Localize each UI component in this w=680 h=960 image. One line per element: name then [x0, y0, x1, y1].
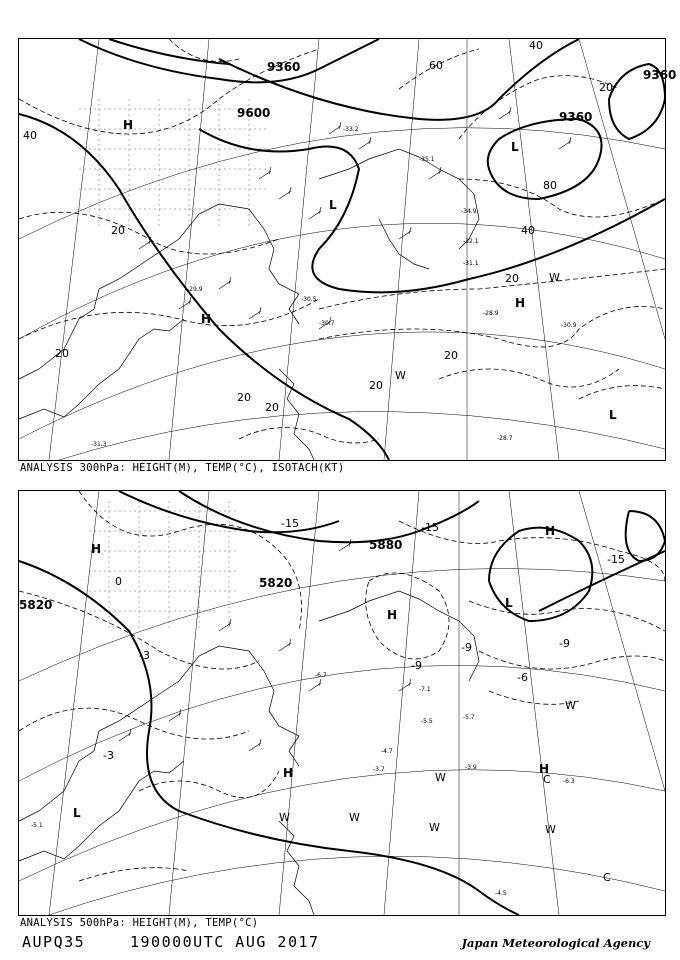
- station-temp: -4.7: [381, 748, 393, 755]
- isotach-label: 20: [599, 81, 613, 94]
- pressure-center: L: [609, 408, 617, 422]
- warm-mark: W: [565, 699, 576, 712]
- temp-contour-label: -15: [607, 553, 625, 566]
- isotach-label: 40: [23, 129, 37, 142]
- station-temp: -6.3: [563, 778, 575, 785]
- pressure-center: C: [543, 773, 551, 786]
- isotach-label: 20: [369, 379, 383, 392]
- station-temp: -29.9: [187, 286, 203, 293]
- station-temp: -5.5: [421, 718, 433, 725]
- station-temp: -3.7: [373, 766, 385, 773]
- isotach-label: 40: [529, 39, 543, 52]
- station-temp: -31.3: [91, 441, 107, 448]
- station-temp: -3.9: [465, 764, 477, 771]
- height-label: 5820: [19, 598, 53, 612]
- station-temp: -28.7: [497, 435, 513, 442]
- isotach-label: 20: [237, 391, 251, 404]
- warm-mark: W: [349, 811, 360, 824]
- isotach-label: 20: [55, 347, 69, 360]
- agency-name: Japan Meteorological Agency: [461, 936, 650, 950]
- pressure-center: H: [91, 542, 102, 556]
- caption-300hpa: ANALYSIS 300hPa: HEIGHT(M), TEMP(°C), ISOTACH(KT): [20, 462, 345, 474]
- temp-contour-label: 0: [115, 575, 122, 588]
- pressure-center: H: [123, 118, 134, 132]
- isotach-label: 20: [444, 349, 458, 362]
- height-label: 9360: [643, 68, 677, 82]
- station-temp: -32.1: [463, 238, 479, 245]
- station-temp: -30.5: [301, 296, 317, 303]
- station-temp: -6.7: [315, 672, 327, 679]
- wind-barbs: [139, 107, 571, 329]
- map-500hpa: [19, 491, 665, 915]
- station-temp: -7.1: [419, 686, 431, 693]
- warm-mark: W: [429, 821, 440, 834]
- station-temp: -5.7: [463, 714, 475, 721]
- valid-time: 190000UTC AUG 2017: [130, 933, 320, 951]
- isotach-lines: [19, 39, 665, 443]
- pressure-center: L: [505, 596, 513, 610]
- grid-hatch: [89, 501, 239, 631]
- temp-contour-label: -3: [103, 749, 114, 762]
- station-temp: -30.9: [561, 322, 577, 329]
- height-label: 5820: [259, 576, 293, 590]
- isotach-label: 60: [429, 59, 443, 72]
- caption-500hpa: ANALYSIS 500hPa: HEIGHT(M), TEMP(°C): [20, 917, 259, 929]
- station-temp: -33.2: [343, 126, 359, 133]
- isotach-label: 20: [265, 401, 279, 414]
- product-code: AUPQ35: [22, 933, 86, 951]
- pressure-center: L: [329, 198, 337, 212]
- isotherm-lines: [19, 491, 665, 881]
- pressure-center: L: [73, 806, 81, 820]
- station-temp: -30.7: [319, 320, 335, 327]
- station-temp: -5.1: [31, 822, 43, 829]
- warm-mark: W: [545, 823, 556, 836]
- wind-barbs: [119, 539, 411, 751]
- height-label: 9600: [237, 106, 271, 120]
- pressure-center: H: [283, 766, 294, 780]
- warm-mark: W: [395, 369, 406, 382]
- temp-contour-label: -9: [559, 637, 570, 650]
- pressure-center: C: [603, 871, 611, 884]
- height-label: 5880: [369, 538, 403, 552]
- station-temp: -34.9: [461, 208, 477, 215]
- pressure-center: H: [545, 524, 556, 538]
- height-label: 9360: [267, 60, 301, 74]
- pressure-center: H: [515, 296, 526, 310]
- temp-contour-label: -3: [139, 649, 150, 662]
- station-temp: -4.5: [495, 890, 507, 897]
- warm-mark: W: [435, 771, 446, 784]
- isotach-label: 40: [521, 224, 535, 237]
- warm-mark: W: [279, 811, 290, 824]
- map-300hpa: [19, 39, 677, 460]
- height-label: 9360: [559, 110, 593, 124]
- latlon-grid: [19, 39, 665, 460]
- temp-contour-label: -6: [517, 671, 528, 684]
- temp-contour-label: -15: [421, 521, 439, 534]
- station-temp: -31.1: [463, 260, 479, 267]
- pressure-center: H: [201, 312, 212, 326]
- pressure-center: H: [539, 762, 550, 776]
- height-contours: [19, 39, 665, 460]
- temp-contour-label: -15: [281, 517, 299, 530]
- station-temp: -28.9: [483, 310, 499, 317]
- pressure-center: H: [387, 608, 398, 622]
- warm-mark: W: [549, 271, 560, 284]
- isotach-label: 20: [505, 272, 519, 285]
- chart-300hpa: [18, 38, 677, 461]
- chart-500hpa: [18, 490, 666, 916]
- isotach-label: 20: [111, 224, 125, 237]
- station-temp: -35.1: [419, 156, 435, 163]
- temp-contour-label: -9: [411, 659, 422, 672]
- pressure-center: L: [511, 140, 519, 154]
- isotach-label: 80: [543, 179, 557, 192]
- temp-contour-label: -9: [461, 641, 472, 654]
